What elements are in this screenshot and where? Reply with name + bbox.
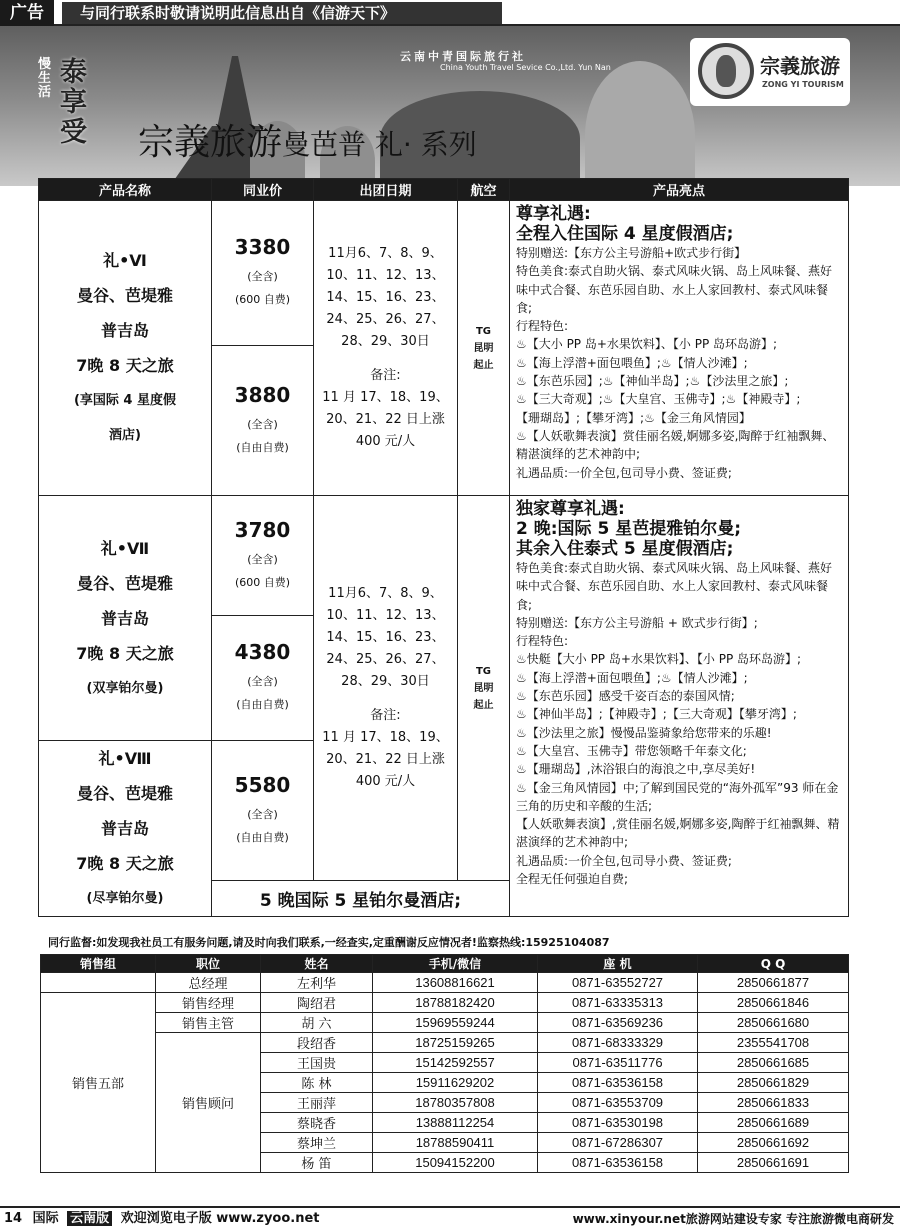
highlights-vi: 尊享礼遇: 全程入住国际 4 星度假酒店; 特别赠送:【东方公主号游船+欧式步行街】 特色美食:泰式自助火锅、泰式风味火锅、岛上风味餐、燕好味中式合餐、东芭乐园自助、水上人家回教村、泰式风味餐食; 行程特色: ♨【大小 PP 岛+水果饮料】、【小 PP 岛环岛游】; ♨【海上浮潜+面包喂鱼】;♨【情人沙滩】; ♨【东芭乐园】;♨【神仙半岛】;♨【沙法里之旅】; ♨【三大奇观】;♨【大皇宫、玉佛寺】;♨【神殿寺】; 【珊瑚岛】;【攀牙湾】;♨【金三角风情园】 ♨【人妖歌舞表演】赏佳丽名媛,婀娜多姿,陶醉于红袖飘舞、精湛演绎的艺术神韵中; 礼遇品质:一价全包,包司导小费、签证费; (510, 201, 849, 496)
col-header: 航空 (458, 179, 510, 201)
table-row: 销售顾问 段绍香 18725159265 0871-68333329 2355541708 (41, 1033, 849, 1053)
price-cell: 3780 (全含) (600 自费) (212, 496, 314, 616)
brand-logo (690, 38, 850, 106)
banner (0, 26, 900, 186)
footer-right-text: www.xinyour.net旅游网站建设专家 专注旅游微电商研发 (572, 1212, 894, 1226)
sales-table (40, 954, 849, 1173)
position-consultant: 销售顾问 (156, 1033, 261, 1173)
product-name-vi: 礼•Ⅵ 曼谷、芭堤雅 普吉岛 7晚 8 天之旅 (享国际 4 星度假 酒店) (39, 201, 212, 496)
footer-left (4, 1208, 320, 1230)
table-row: 销售五部 销售经理 陶绍君 18788182420 0871-63335313 2850661846 (41, 993, 849, 1013)
product-name-viii: 礼•Ⅷ 曼谷、芭堤雅 普吉岛 7晚 8 天之旅 (尽享铂尔曼) (39, 741, 212, 917)
edition-badge: 云南版 (67, 1211, 112, 1226)
price-cell: 4380 (全含) (自由自费) (212, 616, 314, 741)
col-header: 产品亮点 (510, 179, 849, 201)
title-sub: 曼芭普 礼· 系列 (282, 128, 477, 161)
table-row: 王国贵 15142592557 0871-63511776 2850661685 (41, 1053, 849, 1073)
airline-cell: TG 昆明 起止 (458, 201, 510, 496)
col-header: 产品名称 (39, 179, 212, 201)
highlights-vii-viii: 独家尊享礼遇: 2 晚:国际 5 星芭提雅铂尔曼; 其余入住泰式 5 星度假酒店; 特色美食:泰式自助火锅、泰式风味火锅、岛上风味餐、燕好味中式合餐、东芭乐园自助、水上人家回教村、泰式风味餐食; 特别赠送:【东方公主号游船 + 欧式步行街】; 行程特色: ♨快艇【大小 PP 岛+水果饮料】、【小 PP 岛环岛游】; ♨【海上浮潜+面包喂鱼】;♨【情人沙滩】; ♨【东芭乐园】感受千姿百态的泰国风情; ♨【神仙半岛】;【神殿寺】;【三大奇观】【攀牙湾】; ♨【沙法里之旅】慢慢品鉴骑象给您带来的乐趣! ♨【大皇宫、玉佛寺】带您领略千年泰文化; ♨【珊瑚岛】,沐浴银白的海浪之中,享尽美好! ♨【金三角风情园】中;了解到国民党的“海外孤军”93 师在金三角的历史和辛酸的生活; 【人妖歌舞表演】,赏佳丽名媛,婀娜多姿,陶醉于红袖飘舞、精湛演绎的艺术神韵中; 礼遇品质:一价全包,包司导小费、签证费; 全程无任何强迫自费; (510, 496, 849, 917)
slogan-small: 慢生活 (38, 57, 52, 100)
logo-text-en: ZONG YI TOURISM (762, 80, 844, 89)
page-title (138, 114, 477, 165)
footprint-logo-icon (698, 43, 754, 99)
hotel-footer: 5 晚国际 5 星铂尔曼酒店; (212, 881, 510, 917)
page-number: 14 (4, 1211, 23, 1226)
price-cell: 5580 (全含) (自由自费) (212, 741, 314, 881)
table-row: 蔡坤兰 18788590411 0871-67286307 2850661692 (41, 1133, 849, 1153)
table-row: 杨 笛 15094152200 0871-63536158 2850661691 (41, 1153, 849, 1173)
sales-group: 销售五部 (41, 993, 156, 1173)
ad-label: 广告 (0, 0, 54, 26)
table-row: 总经理 左利华 13608816621 0871-63552727 2850661877 (41, 973, 849, 993)
table-row: 陈 林 15911629202 0871-63536158 2850661829 (41, 1073, 849, 1093)
product-table (38, 178, 849, 917)
bottom-bar (0, 1206, 900, 1230)
company-name-en: China Youth Travel Sevice Co.,Ltd. Yun Nan (440, 63, 611, 72)
col-header: 座 机 (538, 955, 698, 973)
col-header: 手机/微信 (373, 955, 538, 973)
col-header: 姓名 (261, 955, 373, 973)
col-header: 出团日期 (314, 179, 458, 201)
product-name-vii: 礼•Ⅶ 曼谷、芭堤雅 普吉岛 7晚 8 天之旅 (双享铂尔曼) (39, 496, 212, 741)
col-header: 销售组 (41, 955, 156, 973)
col-header: Q Q (698, 955, 849, 973)
company-name: 云南中青国际旅行社 (400, 50, 526, 63)
buddha-statue-image (585, 61, 695, 186)
price-cell: 3880 (全含) (自由自费) (212, 346, 314, 496)
source-notice: 与同行联系时敬请说明此信息出自《信游天下》 (62, 2, 502, 24)
logo-text: 宗義旅游 (760, 54, 840, 78)
supervision-notice: 同行监督:如发现我社员工有服务问题,请及时向我们联系,一经查实,定重酬谢反应情况者!监察热线:15925104087 (48, 936, 610, 949)
table-row: 王丽萍 18780357808 0871-63553709 2850661833 (41, 1093, 849, 1113)
slogan-big: 泰享受 (60, 57, 87, 148)
footer-left-text: 欢迎浏览电子版 www.zyoo.net (120, 1211, 320, 1226)
departure-dates: 11月6、7、8、9、 10、11、12、13、 14、15、16、23、 24、25、26、27、 28、29、30日 备注: 11 月 17、18、19、 20、21、22 日上涨 400 元/人 (314, 201, 458, 496)
col-header: 同业价 (212, 179, 314, 201)
col-header: 职位 (156, 955, 261, 973)
table-row: 销售主管 胡 六 15969559244 0871-63569236 2850661680 (41, 1013, 849, 1033)
title-main: 宗義旅游 (138, 122, 283, 163)
section-name: 国际 (32, 1211, 59, 1226)
slogan (38, 57, 108, 148)
departure-dates: 11月6、7、8、9、 10、11、12、13、 14、15、16、23、 24、25、26、27、 28、29、30日 备注: 11 月 17、18、19、 20、21、22 日上涨 400 元/人 (314, 496, 458, 881)
price-cell: 3380 (全含) (600 自费) (212, 201, 314, 346)
top-bar (0, 0, 900, 26)
table-row: 蔡晓香 13888112254 0871-63530198 2850661689 (41, 1113, 849, 1133)
airline-cell: TG 昆明 起止 (458, 496, 510, 881)
